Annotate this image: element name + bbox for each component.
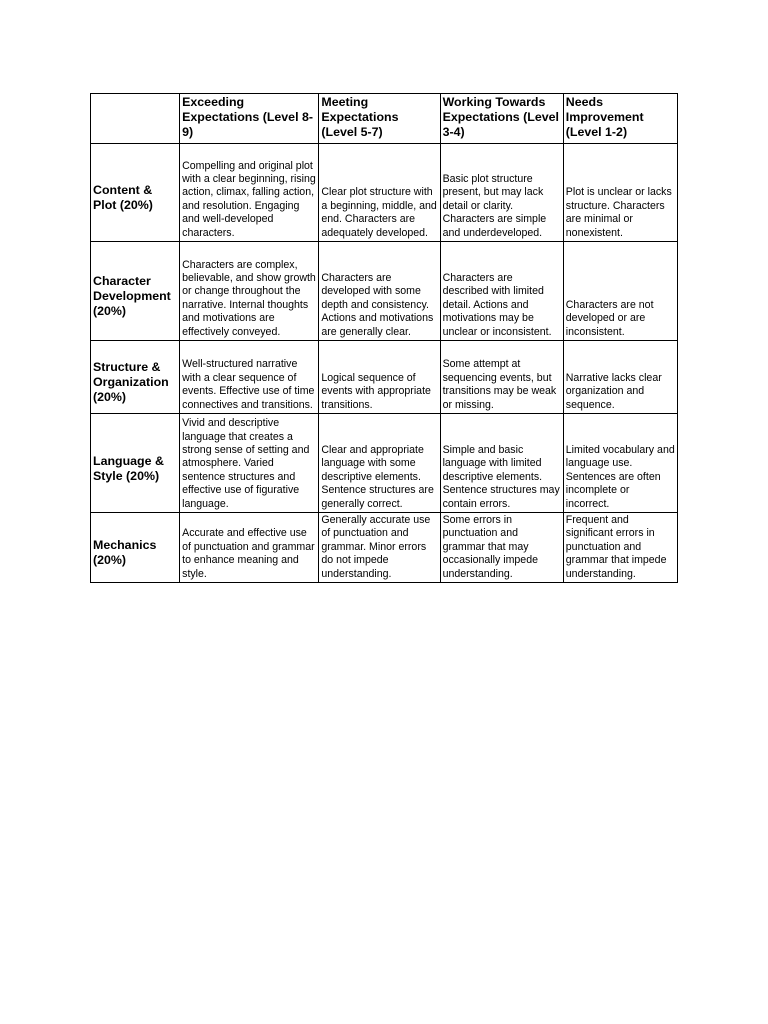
table-cell: Compelling and original plot with a clear beginning, rising action, climax, falling action, and resolution. Engaging and well-developed characters. [180, 144, 319, 242]
table-cell: Accurate and effective use of punctuation and grammar to enhance meaning and style. [180, 513, 319, 583]
table-row [91, 144, 678, 242]
table-cell: Characters are complex, believable, and show growth or change throughout the narrative. Internal thoughts and motivations are effectively conveyed. [180, 242, 319, 341]
table-cell: Characters are described with limited detail. Actions and motivations may be unclear or inconsistent. [440, 242, 563, 341]
header-exceeding: Exceeding Expectations (Level 8-9) [180, 94, 319, 144]
table-cell: Basic plot structure present, but may lack detail or clarity. Characters are simple and underdeveloped. [440, 144, 563, 242]
table-cell: Generally accurate use of punctuation and grammar. Minor errors do not impede understanding. [319, 513, 440, 583]
criterion-content-plot: Content & Plot (20%) [91, 144, 180, 242]
table-row [91, 341, 678, 414]
table-cell: Clear plot structure with a beginning, middle, and end. Characters are adequately developed. [319, 144, 440, 242]
table-row [91, 414, 678, 513]
header-corner-cell [91, 94, 180, 144]
table-cell: Logical sequence of events with appropriate transitions. [319, 341, 440, 414]
table-row [91, 242, 678, 341]
table-cell: Narrative lacks clear organization and sequence. [563, 341, 677, 414]
table-cell: Frequent and significant errors in punctuation and grammar that impede understanding. [563, 513, 677, 583]
criterion-character-development: Character Development (20%) [91, 242, 180, 341]
table-cell: Some attempt at sequencing events, but transitions may be weak or missing. [440, 341, 563, 414]
table-cell: Well-structured narrative with a clear sequence of events. Effective use of time connectives and transitions. [180, 341, 319, 414]
criterion-structure-organization: Structure & Organization (20%) [91, 341, 180, 414]
table-cell: Simple and basic language with limited descriptive elements. Sentence structures may contain errors. [440, 414, 563, 513]
table-cell: Limited vocabulary and language use. Sentences are often incomplete or incorrect. [563, 414, 677, 513]
table-cell: Characters are developed with some depth and consistency. Actions and motivations are generally clear. [319, 242, 440, 341]
table-cell: Vivid and descriptive language that creates a strong sense of setting and atmosphere. Varied sentence structures and effective use of figurative language. [180, 414, 319, 513]
header-meeting: Meeting Expectations (Level 5-7) [319, 94, 440, 144]
header-row [91, 94, 678, 144]
table-row [91, 513, 678, 583]
table-cell: Clear and appropriate language with some descriptive elements. Sentence structures are generally correct. [319, 414, 440, 513]
criterion-mechanics: Mechanics (20%) [91, 513, 180, 583]
header-working-towards: Working Towards Expectations (Level 3-4) [440, 94, 563, 144]
rubric-table [90, 93, 678, 583]
table-cell: Characters are not developed or are inconsistent. [563, 242, 677, 341]
table-cell: Plot is unclear or lacks structure. Characters are minimal or nonexistent. [563, 144, 677, 242]
header-needs-improvement: Needs Improvement (Level 1-2) [563, 94, 677, 144]
criterion-language-style: Language & Style (20%) [91, 414, 180, 513]
table-cell: Some errors in punctuation and grammar that may occasionally impede understanding. [440, 513, 563, 583]
